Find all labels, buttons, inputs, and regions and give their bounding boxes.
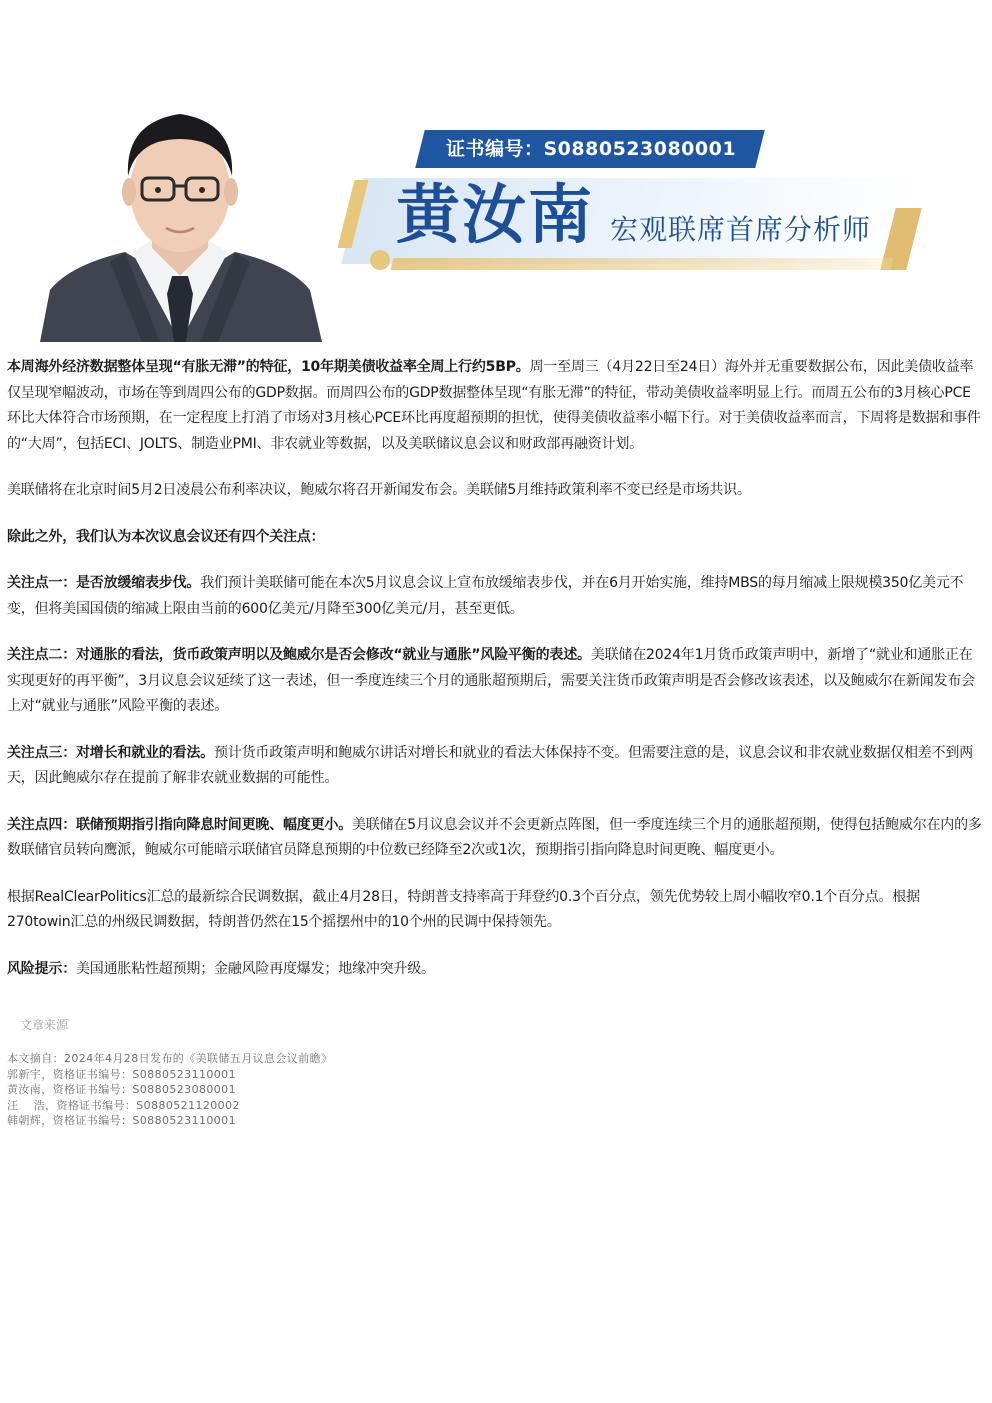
gold-accent-bottom [391,258,894,270]
cert-number: 证书编号：S0880523080001 [446,138,737,160]
source-line: 黄汝南，资格证书编号：S0880523080001 [7,1083,236,1096]
paragraph-text: 预计货币政策声明和鲍威尔讲话对增长和就业的看法大体保持不变。但需要注意的是，议息会议和非农就业数据仅相差不到两天，因此鲍威尔存在提前了解非农就业数据的可能性。 [7,744,973,786]
paragraph-polls [7,885,982,936]
paragraph-focus-3 [7,741,982,792]
source-label: 文章来源 [20,1018,69,1032]
paragraph-risk [7,957,982,983]
paragraph-focus-intro [7,525,982,551]
source-line: 郭新宇，资格证书编号：S0880523110001 [7,1067,236,1081]
paragraph-fed-decision [7,478,982,504]
paragraph-text: 美国通胀粘性超预期；金融风险再度爆发；地缘冲突升级。 [76,960,435,977]
paragraph-text: 根据RealClearPolitics汇总的最新综合民调数据，截止4月28日，特朗普支持率高于拜登约0.3个百分点，领先优势较上周小幅收窄0.1个百分点。根据270towin汇总的州级民调数据，特朗普仍然在15个摇摆州中的10个州的民调中保持领先。 [7,888,920,930]
paragraph-lead: 关注点二：对通胀的看法，货币政策声明以及鲍威尔是否会修改“就业与通胀”风险平衡的表述。 [7,647,591,663]
paragraph-lead: 本周海外经济数据整体呈现“有胀无滞”的特征，10年期美债收益率全周上行约5BP。 [7,359,530,375]
source-line: 本文摘自：2024年4月28日发布的《美联储五月议息会议前瞻》 [7,1052,333,1065]
paragraph-focus-2 [7,643,982,720]
paragraph-text: 我们预计美联储可能在本次5月议息会议上宣布放缓缩表步伐，并在6月开始实施，维持MBS的每月缩减上限规模350亿美元不变，但将美国国债的缩减上限由当前的600亿美元/月降至300亿美元/月，甚至更低。 [7,575,964,617]
paragraph-lead: 关注点三：对增长和就业的看法。 [7,744,214,761]
paragraph-text: 美联储将在北京时间5月2日凌晨公布利率决议，鲍威尔将召开新闻发布会。美联储5月维持政策利率不变已经是市场共识。 [7,482,751,498]
paragraph-focus-1 [7,571,982,622]
paragraph-lead: 关注点一：是否放缓缩表步伐。 [7,575,201,591]
paragraph-summary [7,355,982,457]
paragraph-lead: 关注点四：联储预期指引指向降息时间更晚、幅度更小。 [7,816,352,833]
paragraph-text: 美联储在2024年1月货币政策声明中，新增了“就业和通胀正在实现更好的再平衡”，3月议息会议延续了这一表述，但一季度连续三个月的通胀超预期后，需要关注货币政策声明是否会修改该表述，以及鲍威尔在新闻发布会上对“就业与通胀”风险平衡的表述。 [7,647,975,714]
paragraph-focus-4 [7,813,982,864]
analyst-name: 黄汝南 [396,178,594,253]
source-list [7,1051,332,1129]
source-line: 汪 浩，资格证书编号：S0880521120002 [7,1098,240,1112]
paragraph-text: 美联储在5月议息会议并不会更新点阵图，但一季度连续三个月的通胀超预期，使得包括鲍威尔在内的多数联储官员转向鹰派，鲍威尔可能暗示联储官员降息预期的中位数已经降至2次或1次，预期指引指向降息时间更晚、幅度更小。 [7,816,982,858]
analyst-title: 宏观联席首席分析师 [610,213,872,246]
analyst-banner [0,0,992,345]
analyst-portrait [30,80,330,342]
source-line: 韩朝辉，资格证书编号：S0880523110001 [7,1114,236,1127]
gold-dot [370,250,390,270]
article-body [7,355,982,1003]
paragraph-lead: 除此之外，我们认为本次议息会议还有四个关注点： [7,528,325,545]
paragraph-lead: 风险提示： [7,960,76,977]
paragraph-text: 周一至周三（4月22日至24日）海外并无重要数据公布，因此美债收益率仅呈现窄幅波动，市场在等到周四公布的GDP数据。而周四公布的GDP数据整体呈现“有胀无滞”的特征，带动美债收益率明显上行。而周五公布的3月核心PCE环比大体符合市场预期，在一定程度上打消了市场对3月核心PCE环比再度超预期的担忧，使得美债收益率小幅下行。对于美债收益率而言，下周将是数据和事件的“大周”，包括ECI、JOLTS、制造业PMI、非农就业等数据，以及美联储议息会议和财政部再融资计划。 [7,359,981,452]
